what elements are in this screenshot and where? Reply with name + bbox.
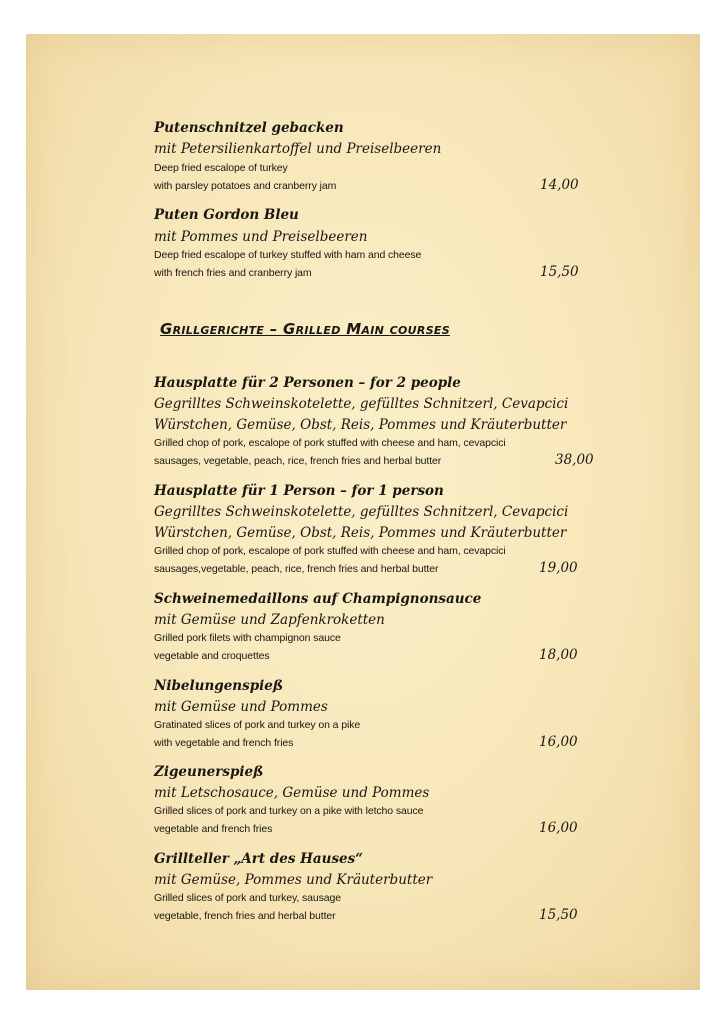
dish-description-en: sausages,vegetable, peach, rice, french fries and herbal butter xyxy=(154,563,439,575)
dish-description-de: Gegrilltes Schweinskotelette, gefülltes Schnitzerl, Cevapcici xyxy=(154,504,569,520)
dish-name: Zigeunerspieß xyxy=(154,764,264,780)
dish-name: Hausplatte für 1 Person – for 1 person xyxy=(154,483,444,499)
dish-description-en: Grilled chop of pork, escalope of pork stuffed with cheese and ham, cevapcici xyxy=(154,437,506,449)
dish-name: Grillteller „Art des Hauses“ xyxy=(154,851,363,867)
dish-description-de: mit Letschosauce, Gemüse und Pommes xyxy=(154,785,430,801)
dish-price: 38,00 xyxy=(555,452,594,468)
dish-description-en: Grilled pork filets with champignon sauce xyxy=(154,632,341,644)
dish-name: Putenschnitzel gebacken xyxy=(154,120,344,136)
dish-description-de: mit Pommes und Preiselbeeren xyxy=(154,229,368,245)
dish-price: 14,00 xyxy=(540,177,579,193)
dish-description-de: Gegrilltes Schweinskotelette, gefülltes Schnitzerl, Cevapcici xyxy=(154,396,569,412)
dish-description-en: Grilled slices of pork and turkey on a pike with letcho sauce xyxy=(154,805,424,817)
dish-description-en: vegetable and croquettes xyxy=(154,650,270,662)
dish-description-de: Würstchen, Gemüse, Obst, Reis, Pommes und Kräuterbutter xyxy=(154,417,567,433)
dish-description-de: Würstchen, Gemüse, Obst, Reis, Pommes und Kräuterbutter xyxy=(154,525,567,541)
dish-name: Puten Gordon Bleu xyxy=(154,207,299,223)
menu-page xyxy=(26,34,700,990)
dish-description-en: sausages, vegetable, peach, rice, french fries and herbal butter xyxy=(154,455,442,467)
dish-name: Nibelungenspieß xyxy=(154,678,284,694)
dish-description-en: with french fries and cranberry jam xyxy=(154,267,312,279)
dish-description-en: vegetable, french fries and herbal butter xyxy=(154,910,336,922)
dish-name: Schweinemedaillons auf Champignonsauce xyxy=(154,591,482,607)
dish-description-en: with vegetable and french fries xyxy=(154,737,294,749)
dish-price: 19,00 xyxy=(539,560,578,576)
dish-price: 15,50 xyxy=(539,907,578,923)
dish-price: 16,00 xyxy=(539,734,578,750)
dish-description-en: Grilled slices of pork and turkey, sausage xyxy=(154,892,342,904)
dish-name: Hausplatte für 2 Personen – for 2 people xyxy=(154,375,461,391)
dish-description-en: Deep fried escalope of turkey xyxy=(154,162,288,174)
dish-price: 18,00 xyxy=(539,647,578,663)
dish-price: 16,00 xyxy=(539,820,578,836)
dish-description-en: vegetable and french fries xyxy=(154,823,273,835)
dish-description-en: with parsley potatoes and cranberry jam xyxy=(154,180,337,192)
dish-description-de: mit Gemüse und Pommes xyxy=(154,699,328,715)
dish-description-de: mit Petersilienkartoffel und Preiselbeeren xyxy=(154,141,442,157)
dish-description-de: mit Gemüse, Pommes und Kräuterbutter xyxy=(154,872,433,888)
dish-description-en: Grilled chop of pork, escalope of pork stuffed with cheese and ham, cevapcici xyxy=(154,545,506,557)
dish-description-en: Gratinated slices of pork and turkey on a pike xyxy=(154,719,361,731)
dish-description-de: mit Gemüse und Zapfenkroketten xyxy=(154,612,385,628)
dish-description-en: Deep fried escalope of turkey stuffed with ham and cheese xyxy=(154,249,422,261)
section-title: Grillgerichte – Grilled Main courses xyxy=(160,320,450,338)
dish-price: 15,50 xyxy=(540,264,579,280)
